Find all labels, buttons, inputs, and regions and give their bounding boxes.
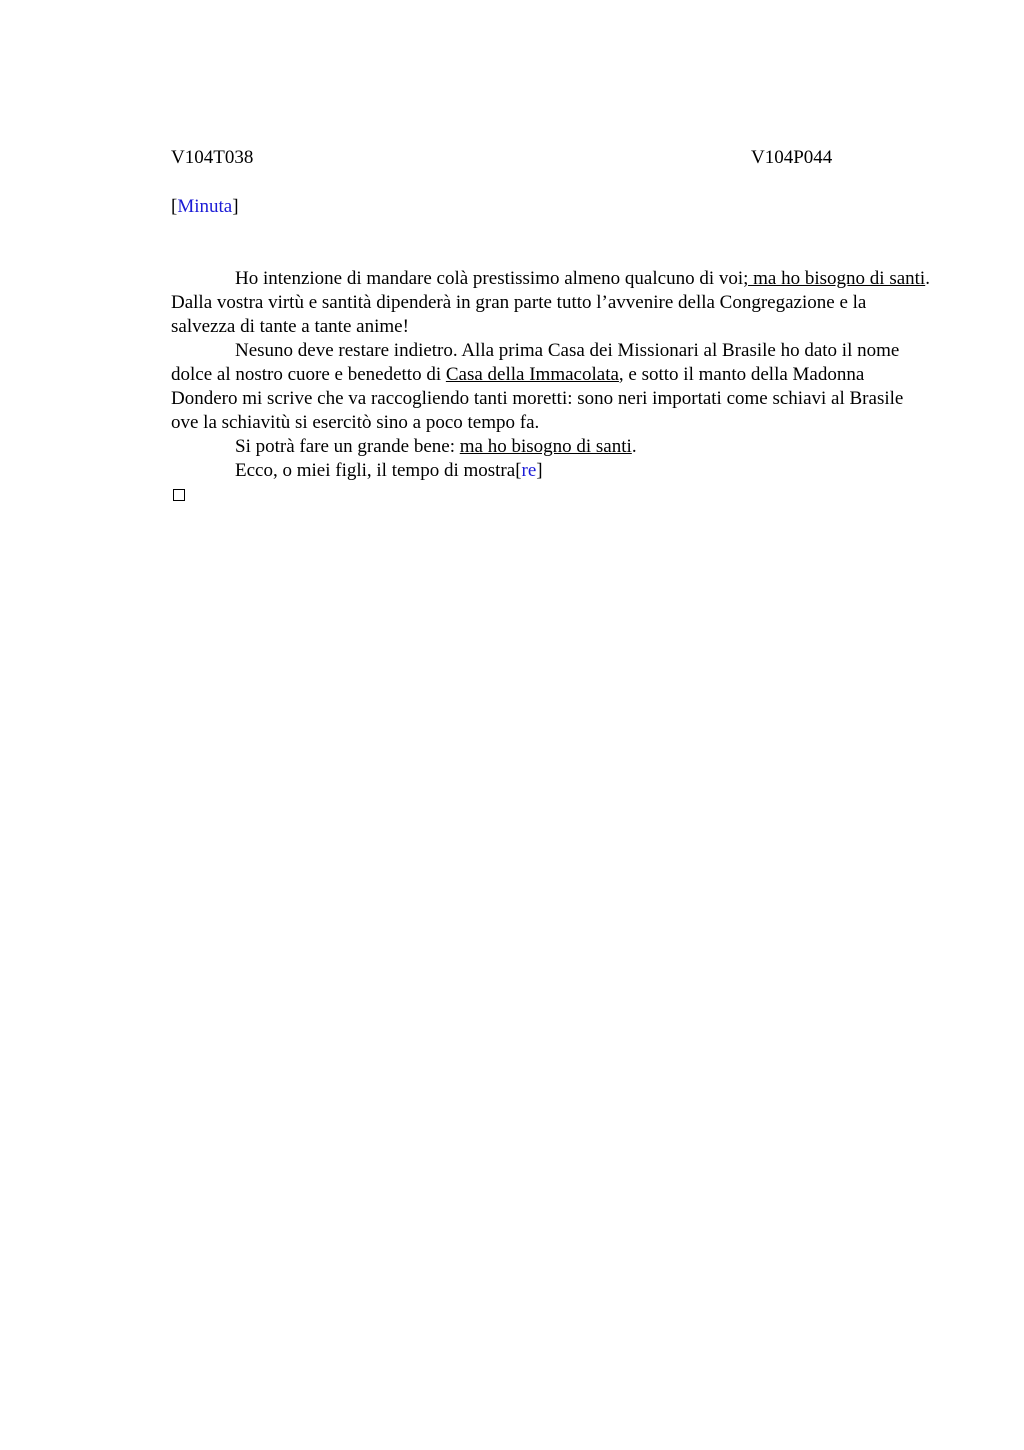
document-header [171, 146, 931, 170]
paragraph-4-text-a: Ecco, o miei figli, il tempo di mostra [235, 460, 516, 481]
letter-body [171, 267, 931, 508]
paragraph-3 [171, 435, 931, 459]
paragraph-2-text-c: , e sotto il manto della Madonna Dondero mi scrive che va raccogliendo tanti moretti: sono neri importati come schiavi al Brasile ove la schiavitù si esercitò sino a poco tempo fa. [171, 364, 904, 433]
paragraph-4-editorial-addition: re [521, 460, 537, 481]
paragraph-2 [171, 339, 931, 435]
document-page [171, 146, 931, 508]
paragraph-4-bracket-close: ] [536, 460, 543, 481]
paragraph-2-text-a: Nesuno deve restare indietro. Alla prima Casa dei Missionari al Brasile ho dato il nome dolce al nostro cuore e benedetto di [171, 340, 900, 385]
document-code-left: V104T038 [171, 147, 254, 168]
paragraph-3-text-c: . [631, 436, 637, 457]
paragraph-1 [171, 267, 931, 339]
paragraph-3-text-a: Si potrà fare un grande bene: [235, 436, 460, 457]
paragraph-2-underlined: Casa della Immacolata [445, 364, 619, 385]
paragraph-3-underlined: ma ho bisogno di santi [459, 436, 632, 457]
note-bracket-open: [ [171, 196, 178, 217]
paragraph-4-bracket-open: [ [515, 460, 522, 481]
checkbox-square-icon [173, 489, 185, 501]
paragraph-1-underlined: ; ma ho bisogno di santi [743, 268, 926, 289]
paragraph-4 [171, 459, 931, 483]
paragraph-1-text-a: Ho intenzione di mandare colà prestissimo almeno qualcuno di voi [235, 268, 744, 289]
note-label: Minuta [177, 196, 233, 217]
note-bracket-close: ] [232, 196, 239, 217]
end-mark [171, 483, 931, 508]
paragraph-1-text-c: . Dalla vostra virtù e santità dipenderà in gran parte tutto l’avvenire della Congregazione e la salvezza di tante a tante anime! [171, 268, 930, 337]
document-code-right: V104P044 [751, 147, 833, 168]
document-note [171, 195, 931, 219]
